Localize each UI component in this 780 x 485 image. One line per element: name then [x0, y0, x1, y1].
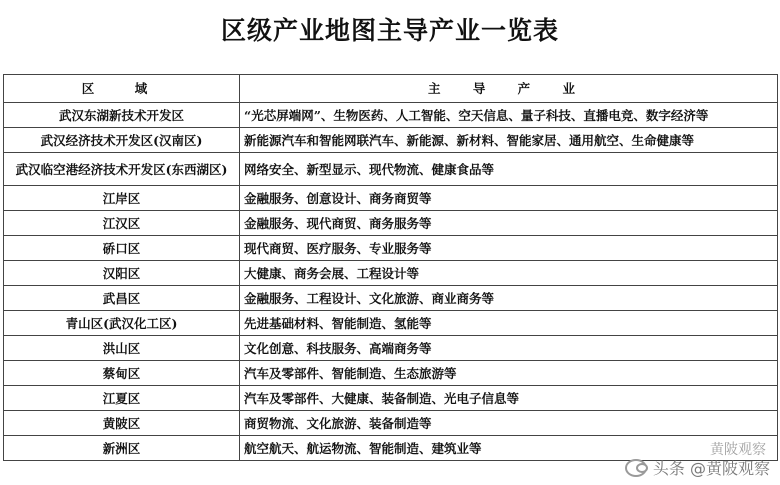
industry-cell: 金融服务、现代商贸、商务服务等: [240, 211, 778, 236]
industry-cell: 航空航天、航运物流、智能制造、建筑业等: [240, 436, 778, 461]
industry-cell: 新能源汽车和智能网联汽车、新能源、新材料、智能家居、通用航空、生命健康等: [240, 128, 778, 153]
industry-cell: 汽车及零部件、智能制造、生态旅游等: [240, 361, 778, 386]
wechat-logo-icon: [625, 459, 647, 477]
industry-cell: 汽车及零部件、大健康、装备制造、光电子信息等: [240, 386, 778, 411]
page-title: 区级产业地图主导产业一览表: [220, 16, 559, 45]
table-row: [4, 411, 778, 436]
table-row: [4, 186, 778, 211]
industry-cell: “光芯屏端网”、生物医药、人工智能、空天信息、量子科技、直播电竞、数字经济等: [240, 103, 778, 128]
table-row: [4, 386, 778, 411]
watermark-top-text: 黄陂观察: [710, 442, 766, 458]
region-cell: 新洲区: [4, 436, 240, 461]
industry-cell: 金融服务、创意设计、商务商贸等: [240, 186, 778, 211]
table-header-row: [4, 75, 778, 103]
region-cell: 汉阳区: [4, 261, 240, 286]
header-region: 区 域: [4, 75, 240, 103]
table-row: [4, 236, 778, 261]
region-cell: 武昌区: [4, 286, 240, 311]
region-cell: 武汉临空港经济技术开发区(东西湖区): [4, 153, 240, 186]
industry-cell: 商贸物流、文化旅游、装备制造等: [240, 411, 778, 436]
table-row: [4, 311, 778, 336]
table-row: [4, 103, 778, 128]
industry-cell: 网络安全、新型显示、现代物流、健康食品等: [240, 153, 778, 186]
region-cell: 武汉东湖新技术开发区: [4, 103, 240, 128]
table-row: [4, 336, 778, 361]
industry-cell: 金融服务、工程设计、文化旅游、商业商务等: [240, 286, 778, 311]
region-cell: 青山区(武汉化工区): [4, 311, 240, 336]
industry-table: [3, 74, 778, 461]
table-row: [4, 361, 778, 386]
table-row: [4, 211, 778, 236]
table-row: [4, 153, 778, 186]
table-row: [4, 286, 778, 311]
region-cell: 武汉经济技术开发区(汉南区): [4, 128, 240, 153]
table-row: [4, 261, 778, 286]
region-cell: 江岸区: [4, 186, 240, 211]
industry-cell: 大健康、商务会展、工程设计等: [240, 261, 778, 286]
region-cell: 江夏区: [4, 386, 240, 411]
region-cell: 江汉区: [4, 211, 240, 236]
industry-cell: 先进基础材料、智能制造、氢能等: [240, 311, 778, 336]
watermark: [625, 456, 770, 479]
region-cell: 蔡甸区: [4, 361, 240, 386]
watermark-text: 头条 @黄陂观察: [652, 459, 770, 478]
region-cell: 硚口区: [4, 236, 240, 261]
table-row: [4, 128, 778, 153]
header-industry: 主 导 产 业: [240, 75, 778, 103]
region-cell: 洪山区: [4, 336, 240, 361]
industry-cell: 现代商贸、医疗服务、专业服务等: [240, 236, 778, 261]
region-cell: 黄陂区: [4, 411, 240, 436]
industry-cell: 文化创意、科技服务、高端商务等: [240, 336, 778, 361]
